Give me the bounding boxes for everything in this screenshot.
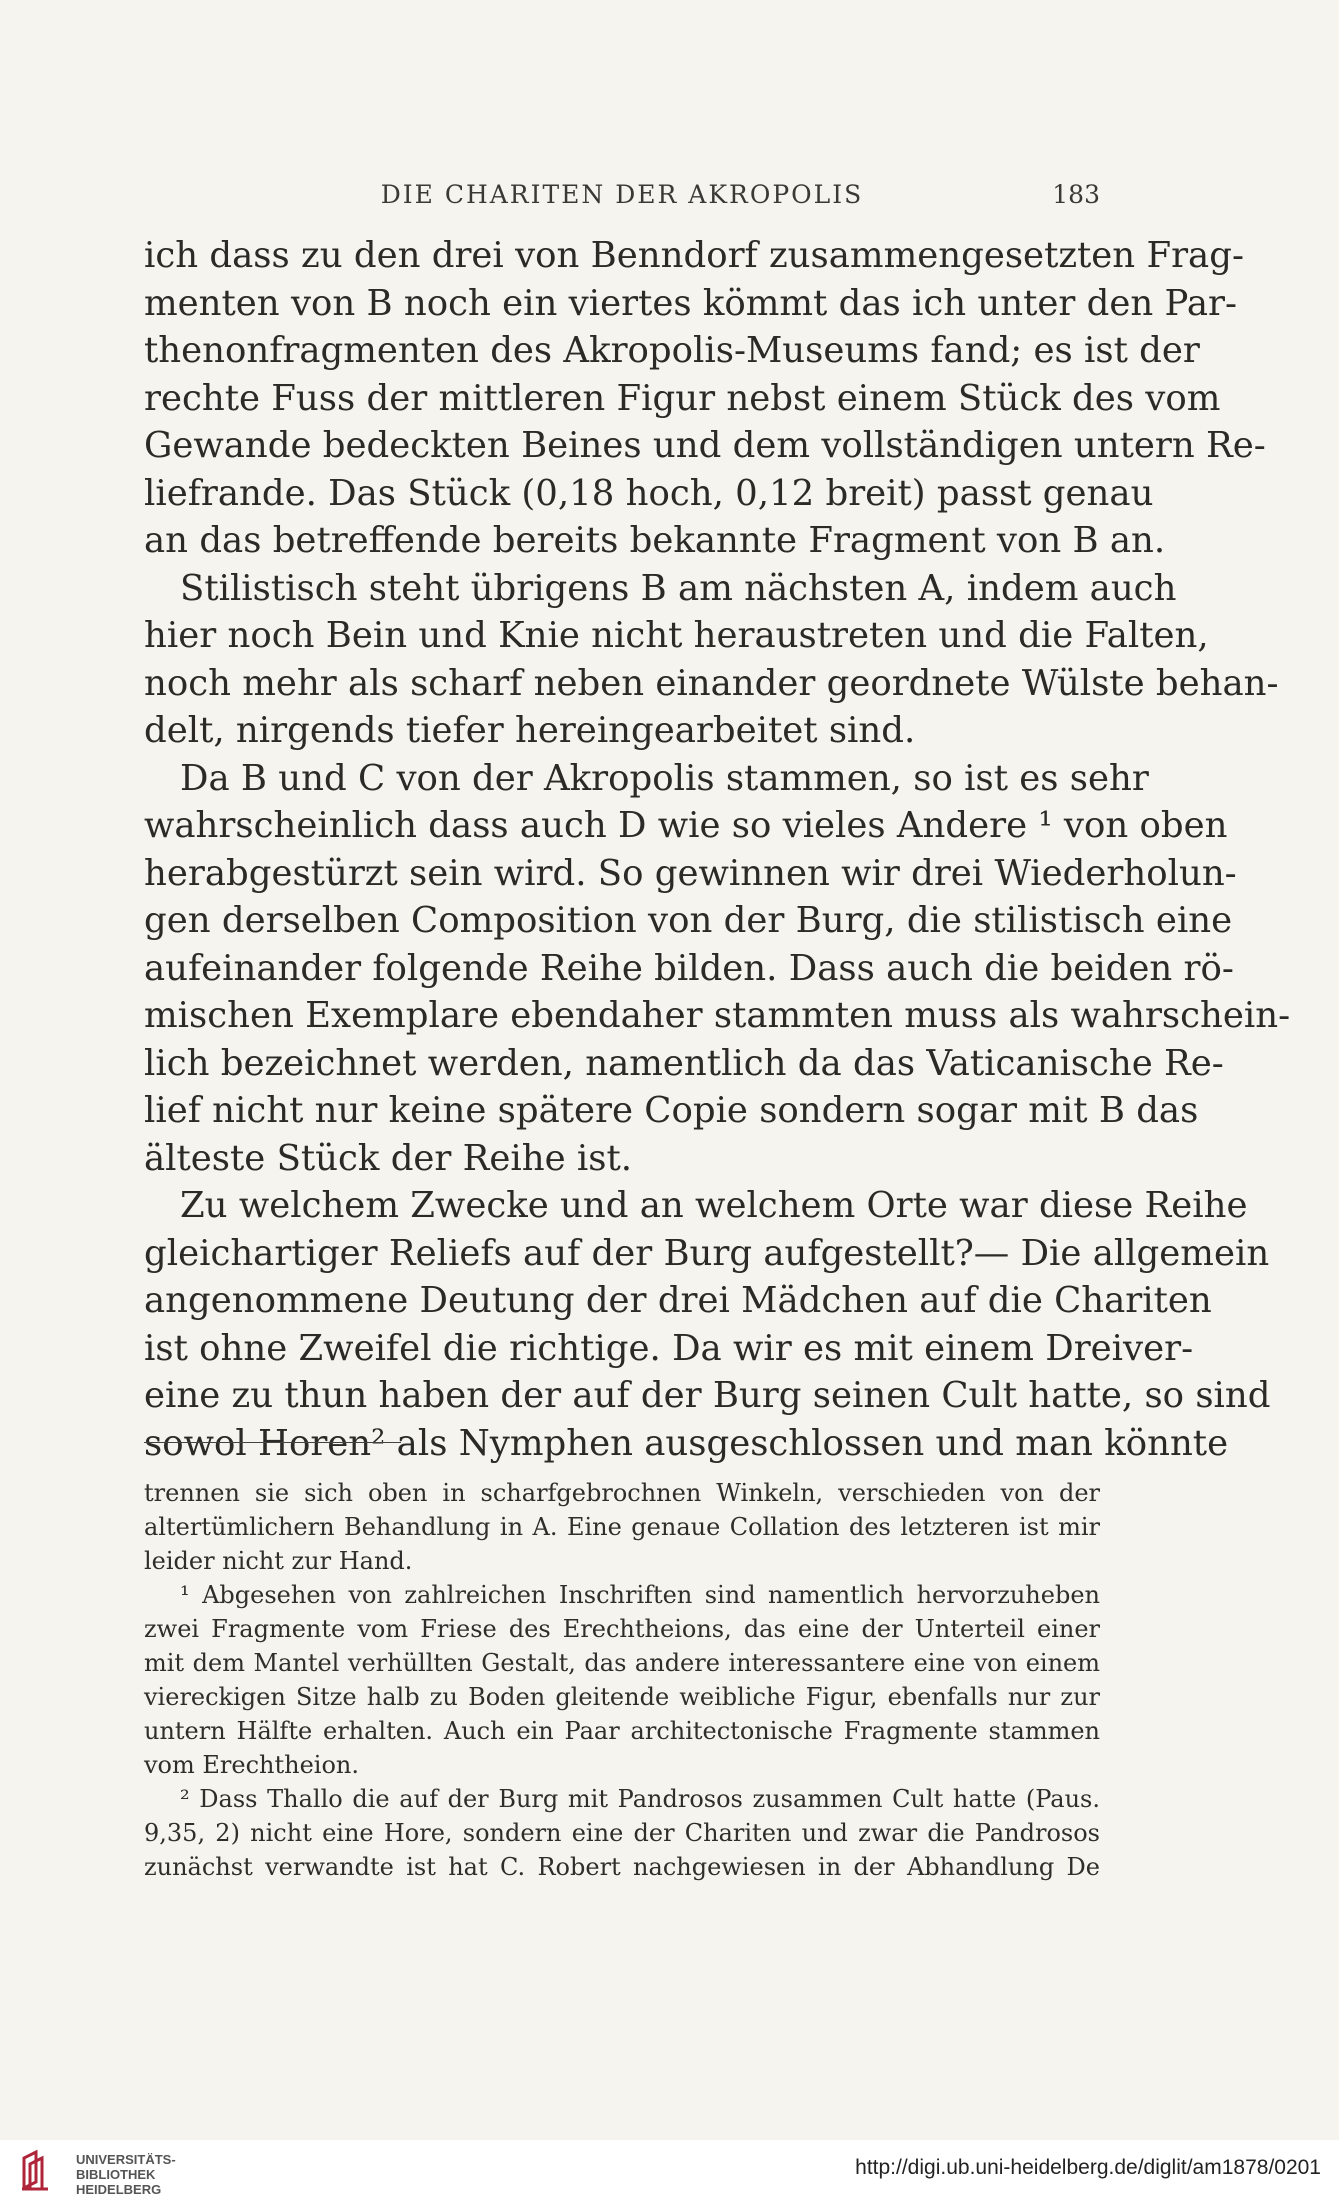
body-line: delt, nirgends tiefer hereingearbeitet sind.	[144, 710, 916, 751]
body-line: an das betreffende bereits bekannte Fragment von B an.	[144, 520, 1166, 561]
footnote-line: ¹ Abgesehen von zahlreichen Inschriften sind namentlich hervorzuheben	[180, 1581, 1100, 1609]
body-line: Da B und C von der Akropolis stammen, so ist es sehr	[180, 757, 1149, 799]
footnote-line: mit dem Mantel verhüllten Gestalt, das andere interessantere eine von einem	[144, 1649, 1100, 1677]
body-line: herabgestürzt sein wird. So gewinnen wir drei Wiederholun-	[144, 852, 1237, 894]
footnote-line: altertümlichern Behandlung in A. Eine genaue Collation des letzteren ist mir	[144, 1513, 1100, 1541]
university-library-logo	[18, 2148, 178, 2197]
body-line: sowol Horen² als Nymphen ausgeschlossen und man könnte	[144, 1422, 1229, 1464]
footnote-rule	[144, 1442, 401, 1443]
footnote-line: viereckigen Sitze halb zu Boden gleitende weibliche Figur, ebenfalls nur zur	[144, 1683, 1100, 1711]
footnote-line: vom Erechtheion.	[144, 1751, 360, 1779]
library-logo-icon	[18, 2148, 58, 2192]
page-header	[144, 180, 1100, 220]
footnote-line: zunächst verwandte ist hat C. Robert nachgewiesen in der Abhandlung De	[144, 1853, 1100, 1881]
library-logo-text	[76, 2152, 176, 2197]
page-number: 183	[1052, 180, 1100, 209]
logo-line: UNIVERSITÄTS-	[76, 2152, 176, 2167]
footnote-line: untern Hälfte erhalten. Auch ein Paar architectonische Fragmente stammen	[144, 1717, 1100, 1745]
body-line: ist ohne Zweifel die richtige. Da wir es mit einem Dreiver-	[144, 1327, 1194, 1369]
footnote-line: zwei Fragmente vom Friese des Erechtheions, das eine der Unterteil einer	[144, 1615, 1100, 1643]
footnote-line: 9,35, 2) nicht eine Hore, sondern eine der Chariten und zwar die Pandrosos	[144, 1819, 1100, 1847]
body-line: mischen Exemplare ebendaher stammten muss als wahrschein-	[144, 995, 1291, 1036]
body-line: aufeinander folgende Reihe bilden. Dass auch die beiden rö-	[144, 947, 1234, 989]
logo-line: BIBLIOTHEK	[76, 2167, 156, 2182]
body-line: eine zu thun haben der auf der Burg seinen Cult hatte, so sind	[144, 1375, 1271, 1416]
body-line: noch mehr als scharf neben einander geordnete Wülste behan-	[144, 662, 1279, 704]
footnote-line: leider nicht zur Hand.	[144, 1547, 413, 1575]
body-line: thenonfragmenten des Akropolis-Museums fand; es ist der	[144, 330, 1200, 371]
footnote-line: ² Dass Thallo die auf der Burg mit Pandrosos zusammen Cult hatte (Paus.	[180, 1785, 1100, 1813]
body-line: menten von B noch ein viertes kömmt das ich unter den Par-	[144, 282, 1237, 324]
source-url-link[interactable]: http://digi.ub.uni-heidelberg.de/diglit/am1878/0201	[855, 2156, 1321, 2179]
logo-line: HEIDELBERG	[76, 2182, 162, 2197]
footnotes	[144, 1476, 1100, 1884]
running-title: DIE CHARITEN DER AKROPOLIS	[380, 180, 864, 209]
body-line: wahrscheinlich dass auch D wie so vieles Andere ¹ von oben	[144, 805, 1228, 846]
body-line: liefrande. Das Stück (0,18 hoch, 0,12 breit) passt genau	[144, 472, 1154, 514]
body-line: ich dass zu den drei von Benndorf zusammengesetzten Frag-	[144, 235, 1244, 276]
body-line: lich bezeichnet werden, namentlich da das Vaticanische Re-	[144, 1042, 1224, 1084]
body-line: lief nicht nur keine spätere Copie sondern sogar mit B das	[144, 1090, 1199, 1131]
body-line: älteste Stück der Reihe ist.	[144, 1137, 633, 1179]
footnote-line: trennen sie sich oben in scharfgebrochnen Winkeln, verschieden von der	[144, 1479, 1100, 1507]
body-line: Gewande bedeckten Beines und dem vollständigen untern Re-	[144, 425, 1266, 466]
library-footer	[0, 2140, 1339, 2200]
body-line: angenommene Deutung der drei Mädchen auf die Chariten	[144, 1280, 1212, 1321]
body-line: Zu welchem Zwecke und an welchem Orte war diese Reihe	[180, 1185, 1248, 1226]
body-line: gen derselben Composition von der Burg, die stilistisch eine	[144, 900, 1233, 941]
body-line: gleichartiger Reliefs auf der Burg aufgestellt?— Die allgemein	[144, 1232, 1270, 1274]
body-line: Stilistisch steht übrigens B am nächsten A, indem auch	[180, 567, 1177, 609]
body-line: hier noch Bein und Knie nicht heraustreten und die Falten,	[144, 615, 1209, 656]
body-line: rechte Fuss der mittleren Figur nebst einem Stück des vom	[144, 377, 1221, 419]
body-text	[144, 232, 1291, 1467]
